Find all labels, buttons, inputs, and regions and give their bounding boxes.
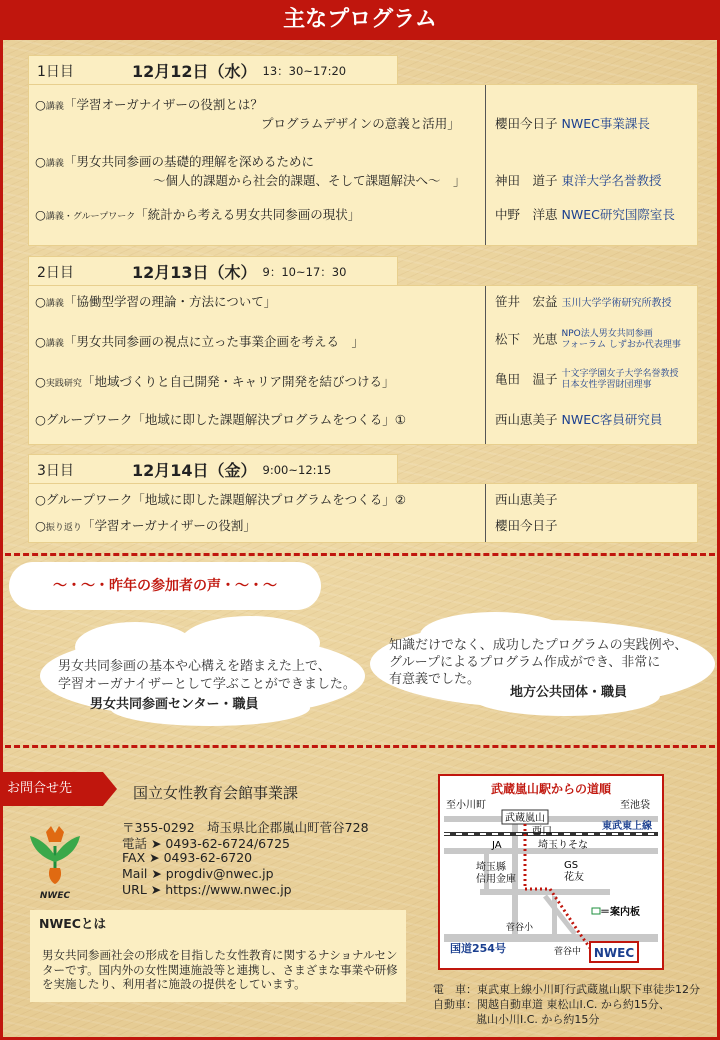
speaker-name: 西山恵美子 [495,412,558,427]
contact-address: 〒355-0292 埼玉県比企郡嵐山町菅谷728 [122,820,369,835]
about-box [30,910,406,1002]
day2-box: ○講義「協働型学習の理論・方法について」 笹井 宏益 玉川大学学術研究所教授 ○講義「男女共同参画の視点に立った事業企画を考える 」 松下 光恵 NPO法人男女共同参画 フォーラム しずおか代表理事 ○実践研究「地域づくりと自己開発・キャリア開発を結びつける」 亀田 温子 十文字学園女子大学名誉教授 日本女性学習財団理事 ○グループワーク「地域に即した課題解決プログラムをつくる」① 西山恵美子 NWEC客員研究員 [28,285,698,445]
voices-title: ～・～・昨年の参加者の声・～・～ [15,568,315,604]
map-title: 武蔵嵐山駅からの道順 [490,782,612,796]
contact-label: お問合せ先 [0,772,103,806]
voice2-source: 地方公共団体・職員 [510,685,628,700]
speaker-name: 笹井 宏益 [495,294,558,309]
access-car-1: 自動車：関越自動車道 東松山I.C. から約15分、 [433,998,670,1011]
page-title: 主なプログラム [0,0,720,40]
program-tag: 講義 [45,299,64,309]
program-title: 「男女共同参画の視点に立った事業企画を考える 」 [63,334,364,349]
map-line: 東武東上線 [602,821,652,832]
access-car-2: 嵐山小川I.C. から約15分 [476,1013,600,1026]
access-train: 電 車：東武東上線小川町行武蔵嵐山駅下車徒歩12分 [433,983,700,996]
program-title: 「男女共同参画の基礎的理解を深めるために [63,154,314,169]
day2-date: 12月13日（木） [132,263,257,282]
contact-fax: FAX ➤ 0493-62-6720 [122,850,253,865]
speaker-org-line1: 十文字学園女子大学名誉教授 [561,369,679,379]
program-title: グループワーク「地域に即した課題解決プログラムをつくる」② [45,492,407,507]
day1-time: 13：30~17:20 [262,63,347,78]
voice2-line3: 有意義でした。 [389,672,481,687]
contact-url[interactable]: URL ➤ https://www.nwec.jp [122,882,292,897]
column-divider [485,484,486,542]
map-west-exit: 西口 [532,826,552,837]
program-tag: 講義・グループワーク [45,212,136,222]
map-gs: GS [564,860,579,871]
speaker-org: 東洋大学名誉教授 [561,173,662,188]
map-nwec: NWEC [593,946,635,960]
program-title: 「学習オーガナイザーの役割」 [81,518,256,533]
flower-icon [25,822,85,902]
program-tag: 振り返り [45,523,82,533]
contact-org: 国立女性教育会館事業課 [133,784,299,802]
day3-time: 9:00~12:15 [262,462,332,477]
about-heading: NWECとは [39,916,106,931]
about-body: 男女共同参画社会の形成を目指した女性教育に関するナショナルセンターです。国内外の女性関連施設等と連携し、さまざまな事業や研修を実施したり、利用者に施設の提供をしています。 [42,948,398,991]
program-tag: 講義 [45,102,64,112]
speaker-org: NWEC客員研究員 [561,412,663,427]
column-divider [485,286,486,444]
speaker-name: 西山恵美子 [495,492,558,507]
speaker-name: 松下 光恵 [495,331,558,347]
speaker-org-line2: 日本女性学習財団理事 [561,380,652,390]
access-map [438,774,664,970]
program-title: 「地域づくりと自己開発・キャリア開発を結びつける」 [81,374,395,389]
speaker-org-line2: フォーラム しずおか代表理事 [561,340,681,350]
map-sugaya-elementary: 菅谷小 [506,923,534,933]
day2-label: 2日目 [37,264,74,281]
speaker-org: NWEC事業課長 [561,116,650,131]
logo-text: NWEC [39,891,71,901]
speaker-name: 櫻田今日子 [495,518,558,533]
program-title: 「学習オーガナイザーの役割とは？ [63,97,263,112]
day1-date: 12月12日（水） [132,62,257,81]
map-bank-line1: 埼玉縣 [476,862,506,873]
program-subtitle: プログラムデザインの意義と活用」 [261,116,460,131]
contact-mail[interactable]: Mail ➤ progdiv@nwec.jp [122,866,274,881]
day1-box: ○講義「学習オーガナイザーの役割とは？ プログラムデザインの意義と活用」 櫻田今日子 NWEC事業課長 ○講義「男女共同参画の基礎的理解を深めるために ～個人的課題から社会的課題、そして課題解決へ～ 」 神田 道子 東洋大学名誉教授 ○講義・グループワーク「統計から考える男女共同参画の現状」 中野 洋恵 NWEC研究国際室長 [28,84,698,246]
map-route254: 国道254号 [450,942,506,955]
map-bank-line2: 信用金庫 [476,874,516,885]
map-signboard: ＝案内板 [600,907,640,918]
day3-header [28,454,398,484]
map-to-ikebukuro: 至池袋 [620,800,650,811]
map-sugaya-junior: 菅谷中 [554,947,582,957]
voice1-source: 男女共同参画センター・職員 [90,697,259,712]
map-to-ogawa: 至小川町 [446,800,486,811]
day3-date: 12月14日（金） [132,461,257,480]
program-tag: 実践研究 [45,379,82,389]
section-divider [5,745,715,748]
speaker-name: 櫻田今日子 [495,116,558,131]
program-title: 「統計から考える男女共同参画の現状」 [135,207,361,222]
map-hanatomo: 花友 [564,872,584,883]
voice2-line1: 知識だけでなく、成功したプログラムの実践例や、 [389,638,688,653]
section-divider [5,553,715,556]
map-station: 武蔵嵐山 [505,813,545,824]
program-title: グループワーク「地域に即した課題解決プログラムをつくる」① [45,412,407,427]
day2-time: 9：10~17：30 [262,264,347,279]
day1-label: 1日目 [37,63,74,80]
speaker-org-line1: NPO法人男女共同参画 [561,329,653,339]
program-subtitle: ～個人的課題から社会的課題、そして課題解決へ～ 」 [153,173,466,188]
voice1-line1: 男女共同参画の基本や心構えを踏まえた上で、 [58,659,331,674]
program-tag: 講義 [45,159,64,169]
day1-header [28,55,398,85]
day3-box: ○グループワーク「地域に即した課題解決プログラムをつくる」② 西山恵美子 ○振り返り「学習オーガナイザーの役割」 櫻田今日子 [28,483,698,543]
speaker-name: 中野 洋恵 [495,207,558,222]
day2-header [28,256,398,286]
nwec-logo [25,822,85,902]
program-tag: 講義 [45,339,64,349]
map-resona: 埼玉りそな [538,840,588,851]
day3-label: 3日目 [37,462,74,479]
column-divider [485,85,486,245]
map-ja: JA [492,840,502,851]
voice1-line2: 学習オーガナイザーとして学ぶことができました。 [58,677,356,692]
voice2-line2: グループによるプログラム作成ができ、非常に [389,655,661,670]
speaker-name: 神田 道子 [495,173,558,188]
contact-tel: 電話 ➤ 0493-62-6724/6725 [122,836,290,851]
speaker-org: NWEC研究国際室長 [561,207,675,222]
speaker-org: 玉川大学学術研究所教授 [561,298,672,309]
speaker-name: 亀田 温子 [495,371,558,387]
program-title: 「協働型学習の理論・方法について」 [63,294,277,309]
